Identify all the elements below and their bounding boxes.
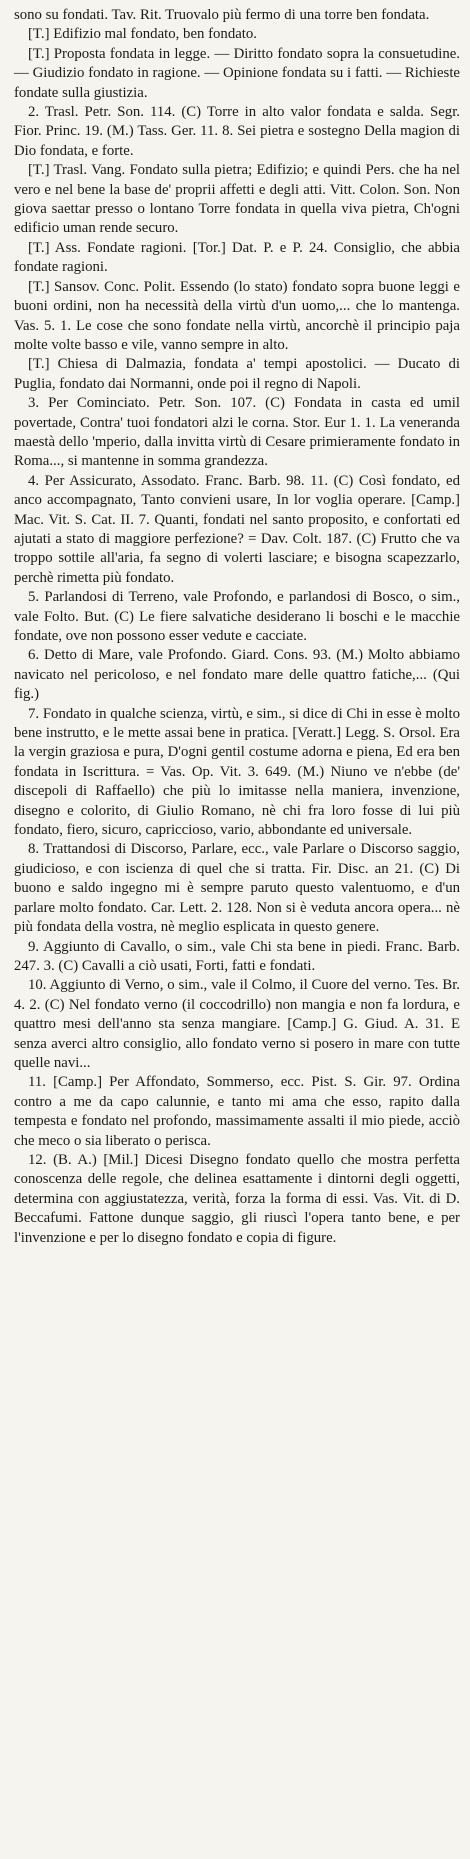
paragraph-11: 5. Parlandosi di Terreno, vale Profondo, e parlandosi di Bosco, o sim., vale Folto. But. (C) Le fiere salvatiche desiderano li boschi e le macchie fondate, ove non possono esser vedute e cacciate.: [14, 589, 460, 644]
paragraph-1: sono su fondati. Tav. Rit. Truovalo più fermo di una torre ben fondata.: [14, 7, 430, 23]
paragraph-2: [T.] Edifizio mal fondato, ben fondato.: [28, 26, 258, 43]
paragraph-13: 7. Fondato in qualche scienza, virtù, e sim., si dice di Chi in esse è molto bene instrutto, e le mette assai bene in pratica. [Veratt.] Legg. S. Orsol. Era la vergin graziosa e pura, D'ogni gentil costume adorna e piena, Ed era ben fondata in Iscrittura. = Vas. Op. Vit. 3. 649. (M.) Niuno ve n'ebbe (de' discepoli di Raffaello) che più lo imitasse nella maniera, invenzione, disegno e colorito, di Giulio Romano, nè chi fra loro fosse di lui più fondato, fiero, sicuro, capriccioso, vario, abbondante ed universale.: [14, 705, 460, 839]
paragraph-8: [T.] Chiesa di Dalmazia, fondata a' tempi apostolici. — Ducato di Puglia, fondato dai Normanni, onde poi il regno di Napoli.: [14, 356, 460, 392]
paragraph-16: 10. Aggiunto di Verno, o sim., vale il Colmo, il Cuore del verno. Tes. Br. 4. 2. (C) Nel fondato verno (il coccodrillo) non mangia e non fa lordura, e quattro mesi dell'anno sta senza mangiare. [Camp.] G. Giud. A. 31. E senza averci altro consiglio, allo fondato verno si posero in mare con tutte quelle navi...: [14, 977, 460, 1071]
paragraph-18: 12. (B. A.) [Mil.] Dicesi Disegno fondato quello che mostra perfetta conoscenza delle regole, che delinea esattamente i dintorni degli oggetti, determina con aggiustatezza, verità, forza la forma di essi. Vas. Vit. di D. Beccafumi. Fattone dunque saggio, gli riuscì l'opera tanto bene, e per l'invenzione e per lo disegno fondato e copia di figure.: [14, 1151, 460, 1246]
paragraph-10: 4. Per Assicurato, Assodato. Franc. Barb. 98. 11. (C) Così fondato, ed anco accompagnato, Tanto convieni usare, In lor voglia operare. [Camp.] Mac. Vit. S. Cat. II. 7. Quanti, fondati nel santo proposito, e confortati ed ajutati a stato di maggiore perfezione? = Dav. Colt. 187. (C) Frutto che va troppo sottile all'aria, fa segno di volerti lasciare; e bisogna scapezzarlo, perchè rimetta più fondato.: [14, 472, 460, 586]
paragraph-7: [T.] Sansov. Conc. Polit. Essendo (lo stato) fondato sopra buone leggi e buoni ordini, non ha necessità della virtù d'un uomo,... che lo mantenga. Vas. 5. 1. Le cose che sono fondate nella virtù, ancorchè il principio paja molte volte basso e vile, vanno sempre in alto.: [14, 278, 460, 353]
paragraph-6: [T.] Ass. Fondate ragioni. [Tor.] Dat. P. e P. 24. Consiglio, che abbia fondate ragioni.: [14, 239, 460, 276]
paragraph-14: 8. Trattandosi di Discorso, Parlare, ecc., vale Parlare o Discorso saggio, giudicioso, e con iscienza di quel che si tratta. Fir. Disc. an 21. (C) Di buono e saldo ingegno mi è sempre paruto questo valentuomo, e d'un parlare molto fondato. Car. Lett. 2. 128. Non si è veduta ancora opera... nè più fondata della vostra, nè meglio esplicata in questo genere.: [14, 841, 460, 936]
paragraph-3: [T.] Proposta fondata in legge. — Diritto fondato sopra la consuetudine. — Giudizio fondato in ragione. — Opinione fondata su i fatti. — Richieste fondate sulla giustizia.: [14, 45, 460, 101]
paragraph-17: 11. [Camp.] Per Affondato, Sommerso, ecc. Pist. S. Gir. 97. Ordina contro a me da capo calunnie, e tanto mi ama che esso, rapito dalla tempesta e fondato nel profondo, massimamente assalti il mio piede, acciò che meco o sia liberato o perisca.: [14, 1074, 460, 1149]
paragraph-15: 9. Aggiunto di Cavallo, o sim., vale Chi sta bene in piedi. Franc. Barb. 247. 3. (C) Cavalli a ciò usati, Forti, fatti e fondati.: [14, 938, 460, 974]
paragraph-4: 2. Trasl. Petr. Son. 114. (C) Torre in alto valor fondata e salda. Segr. Fior. Princ. 19. (M.) Tass. Ger. 11. 8. Sei pietra e sostegno Della magion di Dio fondata, e forte.: [14, 104, 460, 159]
paragraph-5: [T.] Trasl. Vang. Fondato sulla pietra; Edifizio; e quindi Pers. che ha nel vero e nel bene la base de' proprii affetti e degli atti. Vitt. Colon. Son. Non giova saettar presso o lontano Torre fondata in quella viva pietra, Ch'ogni edificio uman rende securo.: [14, 162, 460, 237]
paragraph-9: 3. Per Cominciato. Petr. Son. 107. (C) Fondata in casta ed umil povertade, Contra' tuoi fondatori alzi le corna. Stor. Eur 1. 1. La veneranda maestà dello 'mperio, dalla invitta virtù di Cesare primieramente fondato in Roma..., si mantenne in somma grandezza.: [14, 395, 460, 470]
paragraph-12: 6. Detto di Mare, vale Profondo. Giard. Cons. 93. (M.) Molto abbiamo navicato nel pericoloso, e nel fondato mare delle quattro fatiche,... (Qui fig.): [14, 647, 460, 703]
